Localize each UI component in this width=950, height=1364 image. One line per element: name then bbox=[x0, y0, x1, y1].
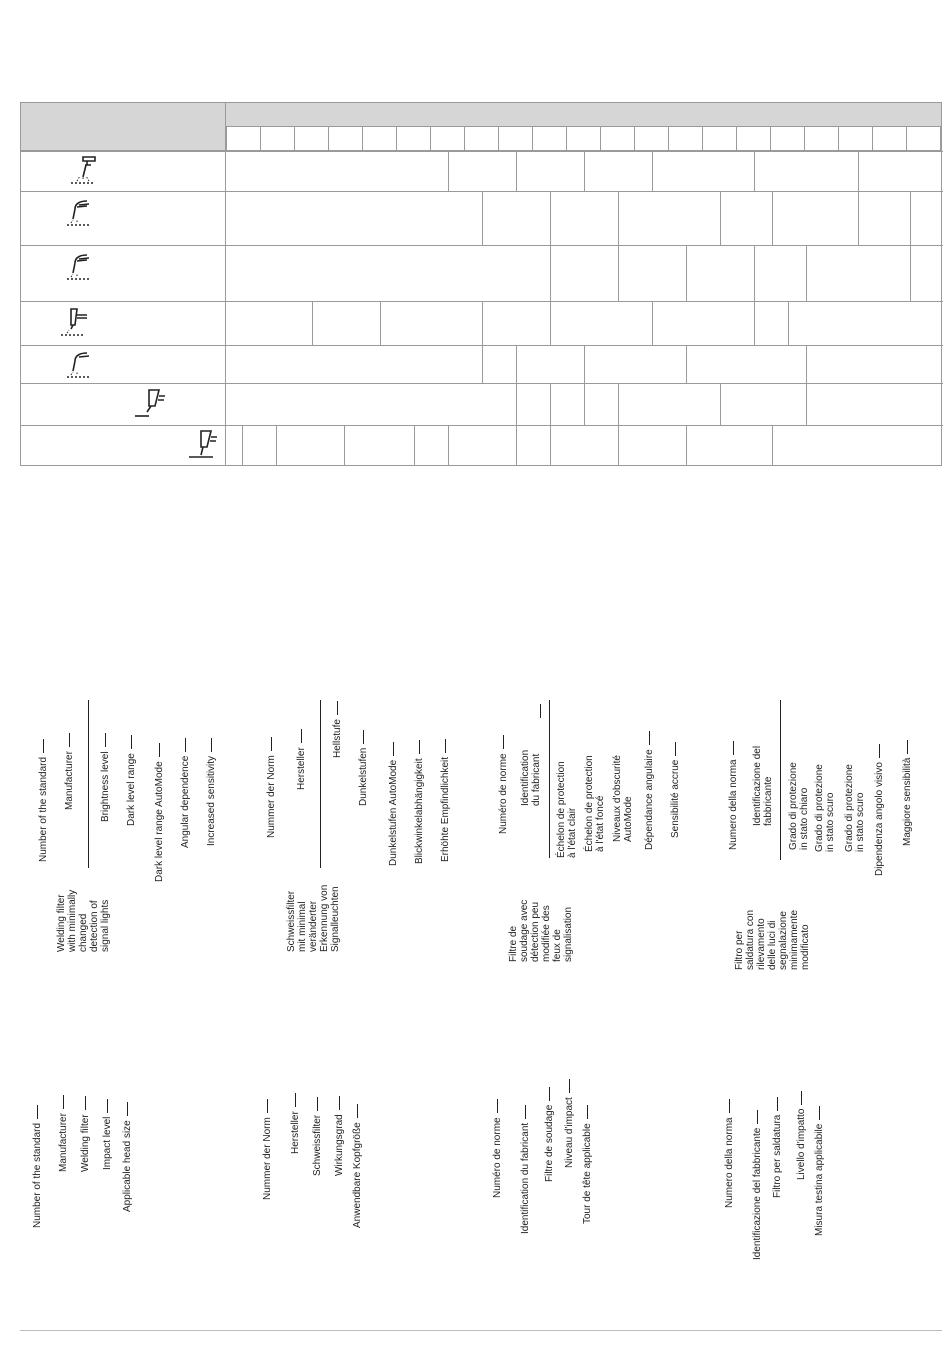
legend-item: Blickwinkelabhängigkeit bbox=[414, 740, 425, 864]
legend-item: Dépendance angulaire bbox=[644, 731, 655, 850]
legend-filter-note: Filtro per saldatura con rilevamento delle luci di segnalazione minimamente modificato bbox=[734, 909, 811, 970]
legend-filter-note: Welding filter with minimally changed detection of signal lights bbox=[56, 889, 111, 952]
legend-item: Hersteller bbox=[296, 729, 307, 790]
legend-item: Niveaux d'obscurité AutoMode bbox=[612, 755, 634, 842]
legend-item: Sensibilité accrue bbox=[670, 742, 681, 838]
legend-item: Tour de tête applicable bbox=[582, 1105, 593, 1224]
legend-item: Hellstufe bbox=[332, 701, 343, 758]
legend-item: Manufacturer bbox=[58, 1095, 69, 1172]
legend-item: Erhöhte Empfindlichkeit bbox=[440, 739, 451, 862]
legend-item: Number of the standard bbox=[38, 739, 49, 862]
legend-item: Dunkelstufen AutoMode bbox=[388, 742, 399, 866]
legend-item: Nummer der Norm bbox=[266, 737, 277, 838]
legend-item: Grado di protezione in stato scuro bbox=[844, 764, 866, 852]
legend-item: Dunkelstufen bbox=[358, 730, 369, 806]
legend-item: Welding filter bbox=[80, 1096, 91, 1172]
legend-item: Numero della norma bbox=[724, 1099, 735, 1208]
legend-item: Schweissfilter bbox=[312, 1097, 323, 1176]
legend-item: Increased sensitivity bbox=[206, 738, 217, 846]
legend-item: Angular dependence bbox=[180, 738, 191, 848]
legend-item: Wirkungsgrad bbox=[334, 1096, 345, 1176]
legend-item: Numero della norma bbox=[728, 741, 739, 850]
legend-item: Dipendenza angolo visivo bbox=[874, 744, 885, 876]
legend-item: Filtro per saldatura bbox=[772, 1097, 783, 1198]
legend-item: Échelon de protection à l'état clair bbox=[556, 761, 578, 858]
legend-item: Maggiore sensibilità bbox=[902, 740, 913, 846]
legend-item: Livello d'impatto bbox=[796, 1091, 807, 1180]
legend-item: Identificazione del fabbricante bbox=[752, 745, 774, 826]
legend-item: Grado di protezione in stato scuro bbox=[814, 764, 836, 852]
legend-item: Manufacturer bbox=[64, 733, 75, 810]
legend-item: Number of the standard bbox=[32, 1105, 43, 1228]
legend-item: Hersteller bbox=[290, 1093, 301, 1154]
legend-filter-note: Filtre de soudage avec détection peu modifiée des feux de signalisation bbox=[508, 899, 574, 962]
legend-item: Misura testina applicabile bbox=[814, 1106, 825, 1236]
legend-item: Échelon de protection à l'état foncé bbox=[584, 755, 606, 852]
legend-item: Identificazione del fabbricante bbox=[752, 1110, 763, 1260]
legend-item: Brightness level bbox=[100, 733, 111, 822]
legend-item: Identification du fabricant bbox=[520, 749, 542, 806]
legend-item: Identification du fabricant bbox=[520, 1105, 531, 1234]
legend-item: Numéro de norme bbox=[492, 1099, 503, 1198]
legend-item: Anwendbare Kopfgröße bbox=[352, 1104, 363, 1228]
legend-item: Dark level range bbox=[126, 735, 137, 826]
legend-item: Niveau d'impact bbox=[564, 1079, 575, 1168]
page-footer-rule bbox=[20, 1330, 942, 1331]
legend-item: Filtre de soudage bbox=[544, 1087, 555, 1182]
legend-item: Applicable head size bbox=[122, 1102, 133, 1212]
legend-item: Dark level range AutoMode bbox=[154, 743, 165, 882]
legend-filter-note: Schweissfilter mit minimal veränderter Erkennung von Signalleuchten bbox=[286, 884, 341, 952]
legend-item: Impact level bbox=[102, 1099, 113, 1170]
legend-item: Nummer der Norm bbox=[262, 1099, 273, 1200]
legend-item: Grado di protezione in stato chiaro bbox=[788, 762, 810, 850]
legend-item: Numéro de norme bbox=[498, 735, 509, 834]
